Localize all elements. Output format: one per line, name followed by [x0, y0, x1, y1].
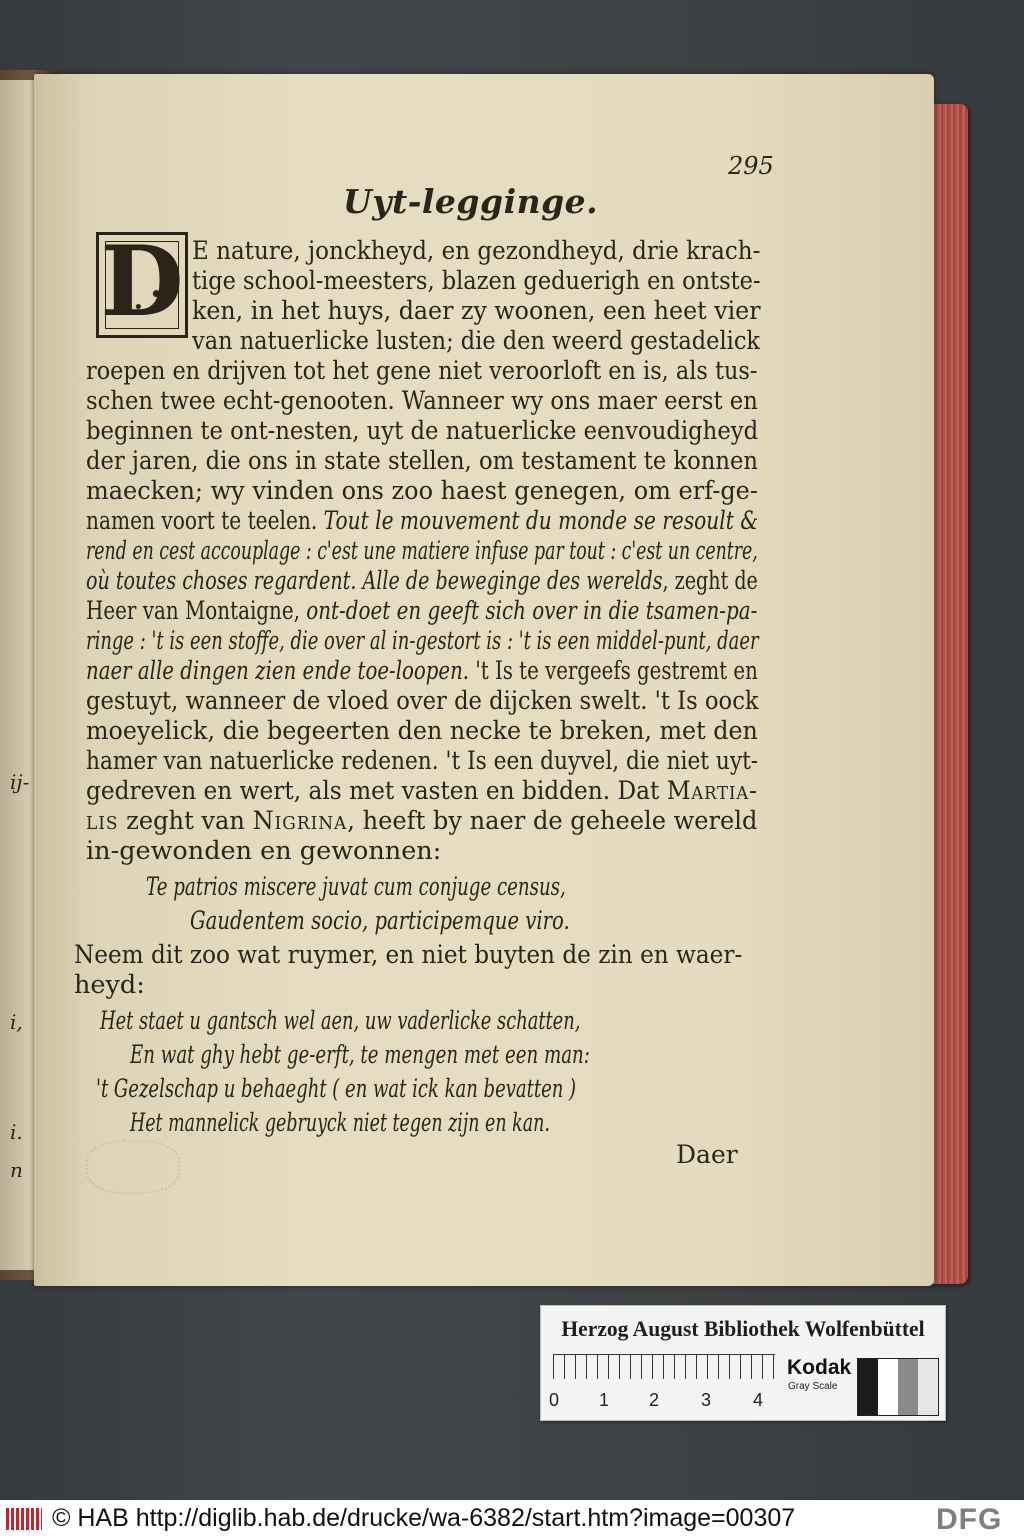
text-line	[86, 476, 758, 506]
gray-patch	[918, 1359, 938, 1415]
gray-patch	[898, 1359, 918, 1415]
text-run: Te patrios miscere juvat cum conjuge census,	[146, 872, 566, 902]
text-run: , zeght de	[662, 566, 758, 596]
library-color-card	[540, 1305, 946, 1421]
ruler-number: 0	[549, 1390, 560, 1410]
text-line	[146, 872, 566, 902]
text-line	[86, 416, 758, 446]
text-run: zeght van	[118, 806, 253, 836]
text-run: , heeft by naer de geheele wereld	[347, 806, 758, 836]
text-run: Neem dit zoo wat ruymer, en niet buyten de zin en waer-	[74, 940, 743, 970]
text-run: où toutes choses regardent. Alle de beweginge des werelds	[86, 566, 663, 596]
text-line	[86, 626, 759, 656]
text-line	[74, 940, 742, 970]
text-run: Tout le mouvement du monde se resoult &	[323, 506, 759, 536]
catchword: Daer	[676, 1140, 738, 1169]
text-line	[130, 1108, 550, 1138]
text-run: roepen en drijven tot het gene niet veroorloft en is, als tus-	[86, 356, 758, 386]
text-run: Het staet u gantsch wel aen, uw vaderlicke schatten,	[100, 1006, 581, 1036]
gray-patch	[858, 1359, 878, 1415]
text-run: Martia-	[666, 776, 758, 806]
page-number: 295	[728, 152, 774, 180]
margin-fragment: n	[10, 1158, 23, 1182]
text-line	[192, 326, 760, 356]
text-run: hamer van natuerlicke redenen. 't Is een duyvel, die niet uyt-	[86, 746, 759, 776]
text-run: Het mannelick gebruyck niet tegen zijn en kan.	[130, 1108, 550, 1138]
text-line	[86, 686, 759, 716]
text-line	[190, 906, 570, 936]
margin-fragment: i,	[10, 1010, 23, 1034]
text-run: in-gewonden en gewonnen:	[86, 836, 442, 866]
text-run: ont-doet en geeft sich over in die tsamen-pa-	[306, 596, 758, 626]
text-line	[96, 1074, 576, 1104]
text-line	[86, 656, 758, 686]
text-line	[86, 356, 757, 386]
text-run: En wat ghy hebt ge-erft, te mengen met een man:	[130, 1040, 590, 1070]
text-run: beginnen te ont-nesten, uyt de natuerlicke eenvoudigheyd	[86, 416, 759, 446]
text-run: heyd:	[74, 970, 145, 1000]
footer-bar	[0, 1500, 1024, 1538]
text-line	[130, 1040, 590, 1070]
text-run: der jaren, die ons in state stellen, om testament te konnen	[86, 446, 758, 476]
text-line	[86, 746, 758, 776]
text-line	[86, 506, 758, 536]
text-run: gedreven en wert, als met vasten en bidden. Dat	[86, 776, 667, 806]
text-run: tige school-meesters, blazen geduerigh en ontste-	[192, 266, 761, 296]
gray-scale-label: Gray Scale	[788, 1381, 838, 1392]
text-run: van natuerlicke lusten; die den weerd gestadelick	[192, 326, 761, 356]
text-line	[192, 296, 761, 326]
gray-scale-patches	[857, 1358, 939, 1416]
drop-cap-letter: D	[100, 225, 184, 338]
ruler-number: 4	[753, 1390, 764, 1410]
text-run: rend en cest accouplage : c'est une matiere infuse par tout : c'est un centre,	[86, 536, 758, 566]
text-run: 't Gezelschap u behaeght ( en wat ick kan bevatten )	[96, 1074, 577, 1104]
text-line	[86, 446, 758, 476]
text-line	[86, 836, 441, 866]
text-run: ringe : 't is een stoffe, die over al in-gestort is : 't is een middel-punt, daer	[86, 626, 759, 656]
text-run: naer alle dingen zien ende toe-loopen.	[86, 656, 470, 686]
measurement-ruler	[553, 1354, 775, 1379]
ornamental-drop-cap	[96, 225, 188, 338]
section-title: Uyt-legginge.	[343, 182, 599, 221]
text-line	[86, 386, 758, 416]
text-line	[86, 776, 758, 806]
text-run: E nature, jonckheyd, en gezondheyd, drie krach-	[192, 236, 761, 266]
ruler-number: 3	[701, 1390, 712, 1410]
margin-fragment: i.	[10, 1120, 23, 1144]
hab-logo-icon	[6, 1508, 42, 1530]
text-line	[86, 596, 757, 626]
ruler-number: 2	[649, 1390, 660, 1410]
margin-fragment: ij-	[10, 770, 30, 794]
text-run: maecken; wy vinden ons zoo haest genegen, om erf-ge-	[86, 476, 758, 506]
text-line	[86, 566, 758, 596]
text-line	[86, 536, 758, 566]
text-line	[192, 236, 760, 266]
text-run: Heer van Montaigne,	[86, 596, 307, 626]
kodak-brand: Kodak	[787, 1356, 852, 1379]
ruler-number: 1	[599, 1390, 610, 1410]
dfg-logo: DFG	[936, 1503, 1003, 1536]
text-run: namen voort te teelen.	[86, 506, 324, 536]
text-run: schen twee echt-genooten. Wanneer wy ons maer eerst en	[86, 386, 758, 416]
text-run: gestuyt, wanneer de vloed over de dijcken swelt. 't Is oock	[86, 686, 759, 716]
text-run: moeyelick, die begeerten den necke te breken, met den	[86, 716, 758, 746]
text-run: lis	[86, 806, 119, 836]
text-run: 't Is te vergeefs gestremt en	[469, 656, 758, 686]
text-run: Nigrina	[252, 806, 348, 836]
library-name: Herzog August Bibliothek Wolfenbüttel	[561, 1316, 925, 1341]
text-run: ken, in het huys, daer zy woonen, een heet vier	[192, 296, 761, 326]
footer-copyright-url: © HAB http://diglib.hab.de/drucke/wa-6382/start.htm?image=00307	[52, 1504, 796, 1532]
text-line	[100, 1006, 580, 1036]
gray-patch	[878, 1359, 898, 1415]
text-line	[86, 716, 758, 746]
faint-stamp	[86, 1140, 180, 1194]
text-line	[192, 266, 761, 296]
text-line	[86, 806, 757, 836]
text-line	[74, 970, 145, 1000]
text-run: Gaudentem socio, participemque viro.	[190, 906, 570, 936]
